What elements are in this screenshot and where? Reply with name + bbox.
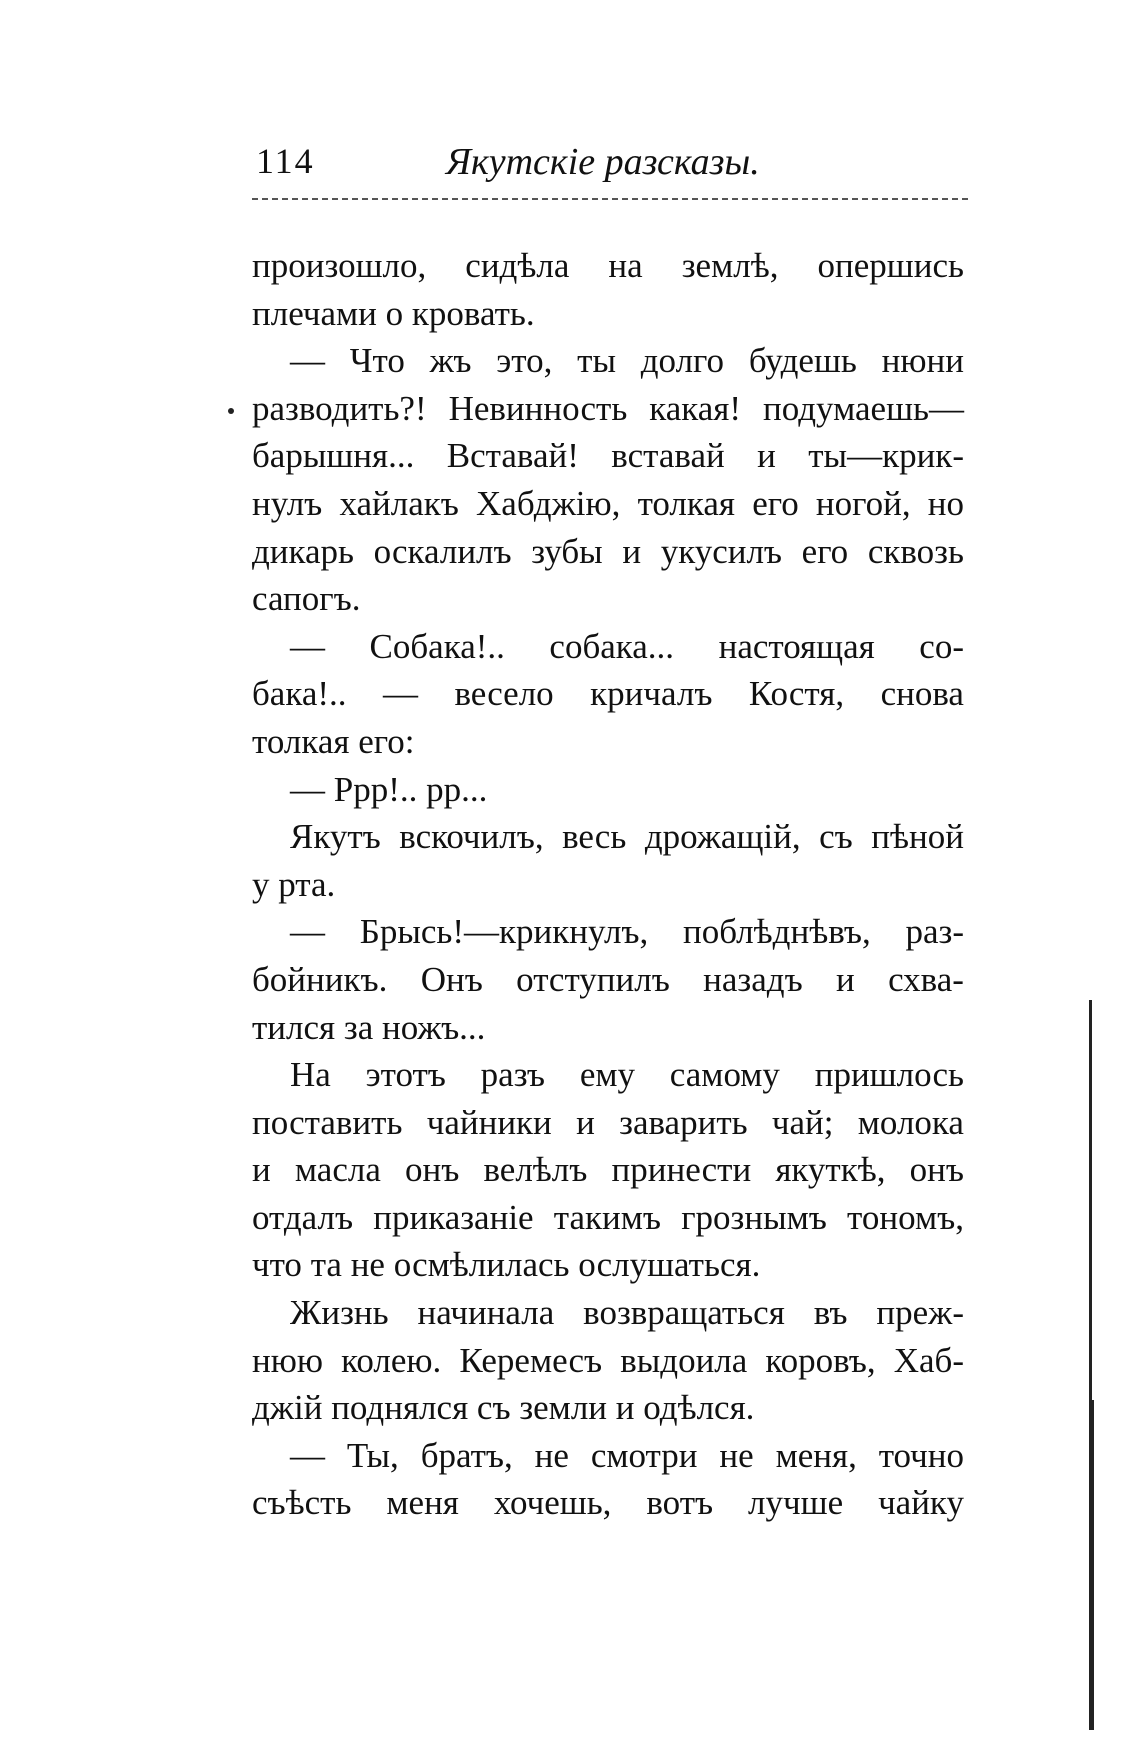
text-line — [252, 337, 964, 385]
word: хайлакъ — [339, 483, 459, 523]
word: онъ — [405, 1150, 460, 1190]
word: возвращаться — [583, 1293, 785, 1333]
word: кричалъ — [590, 674, 713, 714]
text-line — [252, 480, 964, 528]
word: долго — [640, 341, 725, 381]
word: Костя, — [748, 674, 845, 714]
word: опершись — [817, 246, 964, 285]
word: не — [719, 1435, 754, 1475]
word: и — [576, 1102, 595, 1142]
word: Вставай! — [446, 436, 579, 476]
word: толкая — [252, 721, 359, 761]
word: не — [350, 1245, 394, 1285]
word: вотъ — [646, 1483, 714, 1523]
word: назадъ — [703, 959, 803, 999]
word: Брысь!—крикнулъ, — [359, 912, 649, 952]
word: грознымъ — [681, 1197, 827, 1237]
word: въ — [813, 1293, 848, 1333]
word: джій — [252, 1388, 332, 1428]
word: — — [290, 769, 334, 809]
word: плечами — [252, 293, 386, 333]
text-line — [252, 1194, 964, 1242]
word: и — [622, 531, 642, 571]
margin-dot — [228, 408, 234, 414]
word: съ — [476, 1388, 520, 1428]
text-line — [252, 908, 964, 956]
word: барышня... — [252, 436, 415, 476]
text-line — [252, 1337, 964, 1385]
word: ты—крик- — [808, 436, 964, 476]
header-rule — [252, 198, 968, 200]
word: выдоила — [620, 1340, 748, 1380]
word: та — [310, 1245, 351, 1285]
word: вскочилъ, — [399, 817, 544, 857]
text-line — [252, 956, 964, 1004]
word: ногой, — [815, 483, 911, 523]
word: весело — [454, 674, 554, 714]
word: поставить — [252, 1102, 403, 1142]
word: поднялся — [331, 1388, 477, 1428]
word: отдалъ — [252, 1197, 354, 1237]
word: раз- — [905, 912, 964, 952]
word: — — [290, 912, 325, 952]
word: хочешь, — [493, 1483, 612, 1523]
word: бойникъ. — [252, 959, 388, 999]
word: что — [252, 1245, 311, 1285]
word: лучше — [748, 1483, 844, 1523]
word: Невинность — [448, 388, 628, 428]
text-line — [252, 718, 964, 766]
word: разводить?! — [252, 388, 427, 428]
word: но — [927, 483, 964, 523]
text-line — [252, 861, 964, 909]
word: нюни — [881, 341, 964, 381]
word: заварить — [619, 1102, 748, 1142]
word: — — [290, 341, 325, 381]
word: меня, — [775, 1435, 857, 1475]
word: на — [608, 246, 643, 285]
word: нюю — [252, 1340, 324, 1380]
word: вставай — [611, 436, 725, 476]
word: — — [383, 674, 418, 714]
page-header — [256, 140, 966, 190]
word: сидѣла — [465, 246, 570, 285]
word: чайку — [878, 1483, 964, 1523]
word: настоящая — [718, 626, 875, 666]
word: кровать. — [411, 293, 535, 333]
word: рта. — [278, 864, 336, 904]
body-text — [252, 242, 964, 1527]
word: точно — [878, 1435, 964, 1475]
word: онъ — [909, 1150, 964, 1190]
word: колею. — [341, 1340, 442, 1380]
word: зубы — [531, 531, 603, 571]
text-line — [252, 1004, 964, 1052]
word: дрожащій, — [644, 817, 801, 857]
word: ножъ... — [382, 1007, 486, 1047]
word: со- — [919, 626, 964, 666]
word: укусилъ — [660, 531, 783, 571]
word: ты — [577, 341, 616, 381]
word: произошло, — [252, 246, 427, 285]
word: принести — [611, 1150, 752, 1190]
text-line — [252, 432, 964, 480]
text-line — [252, 1432, 964, 1480]
word: это, — [496, 341, 553, 381]
word: Что — [349, 341, 405, 381]
word: и — [252, 1150, 271, 1190]
text-line — [252, 1241, 964, 1289]
word: его — [801, 531, 849, 571]
word: начинала — [417, 1293, 555, 1333]
word: одѣлся. — [643, 1388, 755, 1428]
word: чай; — [771, 1102, 834, 1142]
word: масла — [294, 1150, 381, 1190]
word: сапогъ. — [252, 579, 361, 619]
text-line — [252, 1146, 964, 1194]
text-line — [252, 575, 964, 623]
word: жъ — [429, 341, 472, 381]
word: тился — [252, 1007, 344, 1047]
word: преж- — [876, 1293, 964, 1333]
text-line — [252, 1289, 964, 1337]
word: Собака!.. — [369, 626, 505, 666]
word: Жизнь — [290, 1293, 389, 1333]
word: земли — [519, 1388, 616, 1428]
word: его — [752, 483, 799, 523]
word: самому — [669, 1055, 780, 1095]
word: чайники — [426, 1102, 552, 1142]
word: смотри — [590, 1435, 698, 1475]
word: толкая — [637, 483, 736, 523]
word: поблѣднѣвъ, — [683, 912, 871, 952]
word: и — [836, 959, 855, 999]
text-line — [252, 385, 964, 433]
word: велѣлъ — [483, 1150, 588, 1190]
word: пришлось — [814, 1055, 964, 1095]
word: Хабджію, — [476, 483, 621, 523]
page-edge-shadow — [1089, 1400, 1094, 1730]
word: сквозь — [867, 531, 964, 571]
word: съѣсть — [252, 1483, 352, 1523]
word: молока — [857, 1102, 964, 1142]
word: ослушаться. — [578, 1245, 761, 1285]
word: якуткѣ, — [775, 1150, 886, 1190]
word: отступилъ — [516, 959, 670, 999]
word: На — [290, 1055, 331, 1095]
word: нулъ — [252, 483, 323, 523]
word: бака!.. — [252, 674, 347, 714]
word: не — [534, 1435, 569, 1475]
word: Онъ — [420, 959, 483, 999]
text-line — [252, 528, 964, 576]
word: весь — [562, 817, 627, 857]
word: снова — [880, 674, 964, 714]
word: подумаешь— — [763, 388, 964, 428]
word: землѣ, — [681, 246, 779, 285]
text-line — [252, 670, 964, 718]
word: пѣной — [871, 817, 964, 857]
word: будешь — [748, 341, 857, 381]
text-line — [252, 1479, 964, 1527]
word: дикарь — [252, 531, 355, 571]
word: осмѣлилась — [393, 1245, 579, 1285]
word: Ты, — [346, 1435, 399, 1475]
word: какая! — [649, 388, 742, 428]
word: его: — [358, 721, 415, 761]
text-line — [252, 242, 964, 290]
word: — — [290, 1435, 325, 1475]
word: Керемесъ — [459, 1340, 603, 1380]
word: этотъ — [365, 1055, 446, 1095]
word: рр... — [426, 769, 488, 809]
word: коровъ, — [765, 1340, 876, 1380]
word: братъ, — [420, 1435, 513, 1475]
page-number: 114 — [256, 141, 315, 181]
word: и — [615, 1388, 644, 1428]
word: и — [757, 436, 776, 476]
text-line — [252, 1384, 964, 1432]
text-line — [252, 1099, 964, 1147]
text-line — [252, 813, 964, 861]
word: тономъ, — [847, 1197, 964, 1237]
word: съ — [819, 817, 853, 857]
word: — — [290, 626, 325, 666]
word: меня — [386, 1483, 459, 1523]
word: Якутъ — [290, 817, 381, 857]
word: схва- — [888, 959, 964, 999]
text-line — [252, 1051, 964, 1099]
running-title: Якутскіе разсказы. — [446, 141, 760, 183]
word: Хаб- — [893, 1340, 964, 1380]
text-line — [252, 766, 964, 814]
word: разъ — [480, 1055, 546, 1095]
word: ему — [579, 1055, 636, 1095]
word: такимъ — [553, 1197, 662, 1237]
word: за — [343, 1007, 382, 1047]
text-line — [252, 290, 964, 338]
word: у — [252, 864, 279, 904]
text-line — [252, 623, 964, 671]
word: Ррр!.. — [333, 769, 427, 809]
word: приказаніе — [373, 1197, 534, 1237]
word: о — [385, 293, 412, 333]
word: оскалилъ — [373, 531, 512, 571]
word: собака... — [549, 626, 675, 666]
page-edge-shadow — [1089, 1000, 1092, 1400]
